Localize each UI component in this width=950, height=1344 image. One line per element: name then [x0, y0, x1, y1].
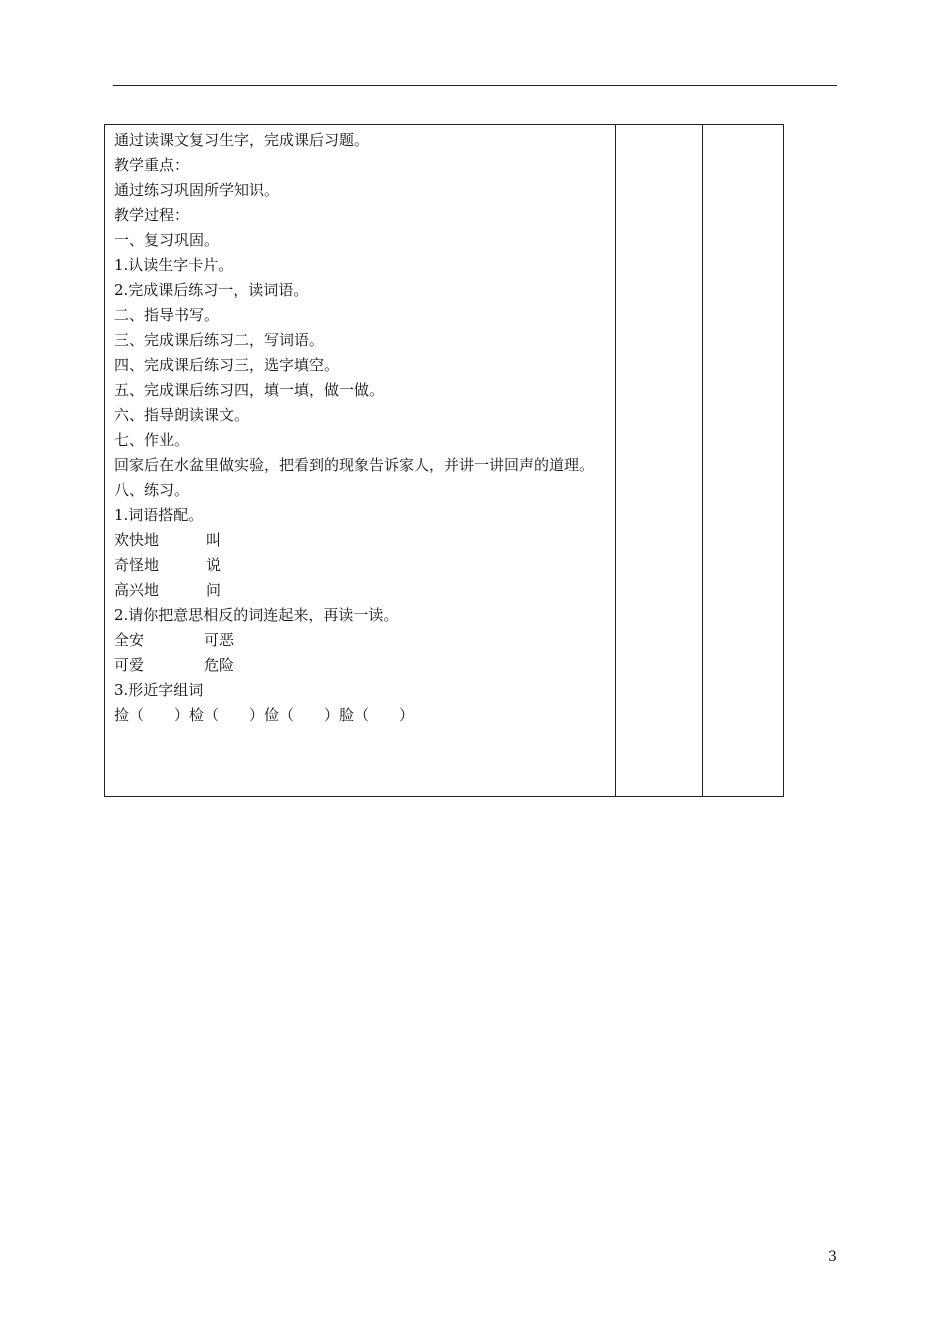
matching-left: 奇怪地 — [114, 556, 160, 574]
text-line: 二、指导书写。 — [114, 306, 220, 324]
shape-item: 脸（ ） — [339, 706, 415, 724]
text-line: 五、完成课后练习四，填一填，做一做。 — [114, 381, 385, 399]
matching-row — [114, 553, 612, 578]
text-line: 通过读课文复习生字，完成课后习题。 — [114, 131, 370, 149]
text-line: 一、复习巩固。 — [114, 231, 220, 249]
text-line: 2.完成课后练习一，读词语。 — [114, 281, 309, 299]
matching-row — [114, 578, 612, 603]
shape-word-row — [114, 703, 612, 728]
shape-title: 3.形近字组词 — [114, 681, 204, 699]
shape-item: 捡（ ） — [114, 706, 190, 724]
text-line: 通过练习巩固所学知识。 — [114, 181, 280, 199]
text-line: 七、作业。 — [114, 431, 190, 449]
matching-left: 欢快地 — [114, 531, 160, 549]
page-number: 3 — [828, 1249, 837, 1265]
antonym-row — [114, 653, 612, 678]
text-line: 1.认读生字卡片。 — [114, 256, 234, 274]
antonym-right: 危险 — [204, 656, 235, 674]
antonym-right: 可恶 — [204, 631, 235, 649]
antonym-title: 2.请你把意思相反的词连起来，再读一读。 — [114, 606, 399, 624]
matching-right: 问 — [206, 581, 222, 599]
lesson-content — [114, 128, 612, 728]
shape-item: 检（ ） — [189, 706, 265, 724]
homework-text: 回家后在水盆里做实验，把看到的现象告诉家人，并讲一讲回声的道理。 — [114, 456, 595, 474]
header-rule — [113, 85, 837, 86]
column-divider — [702, 125, 703, 796]
text-line: 三、完成课后练习二，写词语。 — [114, 331, 325, 349]
antonym-left: 全安 — [114, 631, 145, 649]
section-heading: 教学过程： — [114, 206, 190, 224]
text-line: 六、指导朗读课文。 — [114, 406, 250, 424]
shape-item: 俭（ ） — [264, 706, 340, 724]
antonym-left: 可爱 — [114, 656, 145, 674]
section-heading: 教学重点： — [114, 156, 190, 174]
matching-right: 叫 — [206, 531, 222, 549]
text-line: 四、完成课后练习三，选字填空。 — [114, 356, 340, 374]
matching-left: 高兴地 — [114, 581, 160, 599]
column-divider — [615, 125, 616, 796]
text-line: 八、练习。 — [114, 481, 190, 499]
text-line: 1.词语搭配。 — [114, 506, 204, 524]
lesson-plan-table — [104, 124, 784, 797]
matching-right: 说 — [206, 556, 222, 574]
matching-row — [114, 528, 612, 553]
antonym-row — [114, 628, 612, 653]
